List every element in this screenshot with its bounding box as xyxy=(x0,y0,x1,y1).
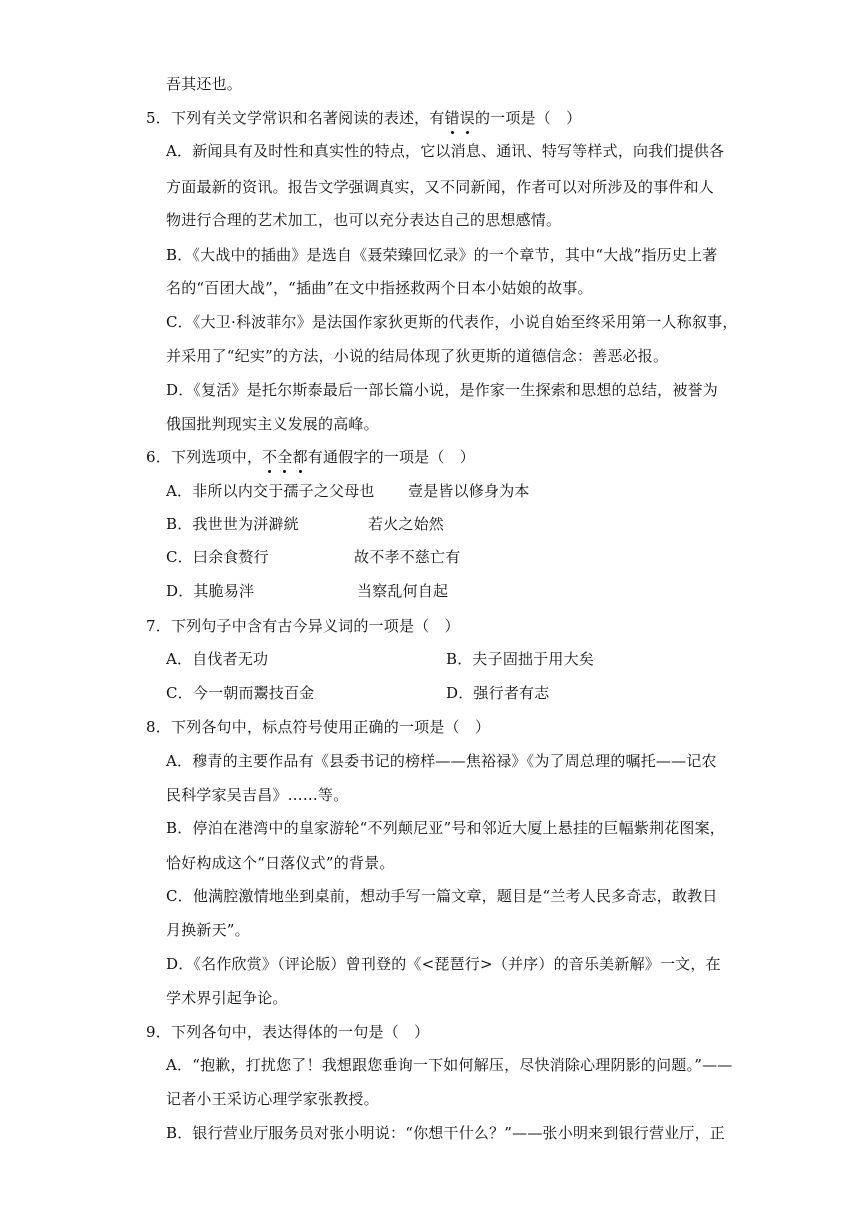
question-7-stem: 7．下列句子中含有古今异义词的一项是（ ） xyxy=(146,617,460,635)
q6-option-c: C．曰余食赘行 xyxy=(166,548,269,566)
q5-option-b-line2: 名的“百团大战”，“插曲”在文中指拯救两个日本小姑娘的故事。 xyxy=(166,279,593,297)
q8-option-c-line1: C．他满腔激情地坐到桌前，想动手写一篇文章，题目是“兰考人民多奇志，敢教日 xyxy=(166,887,718,905)
q7-option-b: B．夫子固拙于用大矣 xyxy=(446,650,595,668)
question-9-stem: 9．下列各句中，表达得体的一句是（ ） xyxy=(146,1023,430,1041)
q6-option-b: B．我世世为洴澼絖 xyxy=(166,515,299,533)
q8-option-d-line1: D．《名作欣赏》（评论版）曾刊登的《<琵琶行>（并序）的音乐美新解》一文，在 xyxy=(166,955,721,973)
q8-option-d-line2: 学术界引起争论。 xyxy=(166,989,288,1007)
question-5-stem: 5．下列有关文学常识和名著阅读的表述，有错误的一项是（ ） xyxy=(146,109,582,127)
q7-option-d: D．强行者有志 xyxy=(446,684,550,702)
q5-option-d-line2: 俄国批判现实主义发展的高峰。 xyxy=(166,415,379,433)
q7-option-a: A．自伐者无功 xyxy=(166,650,269,668)
q9-option-a-line2: 记者小王采访心理学家张教授。 xyxy=(166,1090,379,1108)
q6-option-a-second: 壹是皆以修身为本 xyxy=(408,482,530,500)
question-6-stem: 6．下列选项中，不全都有通假字的一项是（ ） xyxy=(146,448,475,466)
q7-option-c: C．今一朝而鬻技百金 xyxy=(166,684,315,702)
q9-option-a-line1: A．“抱歉，打扰您了！我想跟您垂询一下如何解压，尽快消除心理阴影的问题。”—— xyxy=(166,1056,733,1074)
q8-option-b-line2: 恰好构成这个“日落仪式”的背景。 xyxy=(166,854,395,872)
question-8-stem: 8．下列各句中，标点符号使用正确的一项是（ ） xyxy=(146,718,491,736)
q5-option-a-line2: 方面最新的资讯。报告文学强调真实，又不同新闻，作者可以对所涉及的事件和人 xyxy=(166,178,714,196)
q9-option-b-line1: B．银行营业厅服务员对张小明说：“你想干什么？”——张小明来到银行营业厅，正 xyxy=(166,1124,725,1142)
q5-option-a-line1: A．新闻具有及时性和真实性的特点，它以消息、通讯、特写等样式，向我们提供各 xyxy=(166,142,725,160)
q8-option-a-line1: A．穆青的主要作品有《县委书记的榜样——焦裕禄》《为了周总理的嘱托——记农 xyxy=(166,752,717,770)
q8-option-b-line1: B．停泊在港湾中的皇家游轮“不列颠尼亚”号和邻近大厦上悬挂的巨幅紫荆花图案， xyxy=(166,819,725,837)
q6-option-d: D．其脆易泮 xyxy=(166,582,255,600)
q5-option-c-line2: 并采用了“纪实”的方法，小说的结局体现了狄更斯的道德信念：善恶必报。 xyxy=(166,347,669,365)
q5-option-d-line1: D．《复活》是托尔斯泰最后一部长篇小说，是作家一生探索和思想的总结，被誉为 xyxy=(166,381,718,399)
q6-option-b-second: 若火之始然 xyxy=(368,515,445,533)
q5-option-c-line1: C．《大卫·科波菲尔》是法国作家狄更斯的代表作，小说自始至终采用第一人称叙事， xyxy=(166,313,738,331)
q5-option-a-line3: 物进行合理的艺术加工，也可以充分表达自己的思想感情。 xyxy=(166,211,562,229)
q6-option-a: A．非所以内交于孺子之父母也 xyxy=(166,482,375,500)
q5-option-b-line1: B．《大战中的插曲》是选自《聂荣臻回忆录》的一个章节，其中“大战”指历史上著 xyxy=(166,246,718,264)
q6-option-d-second: 当察乱何自起 xyxy=(357,582,449,600)
q8-option-a-line2: 民科学家吴吉昌》……等。 xyxy=(166,786,349,804)
q6-option-c-second: 故不孝不慈亡有 xyxy=(354,548,461,566)
text-line: 吾其还也。 xyxy=(166,75,243,93)
q8-option-c-line2: 月换新天”。 xyxy=(166,921,250,939)
